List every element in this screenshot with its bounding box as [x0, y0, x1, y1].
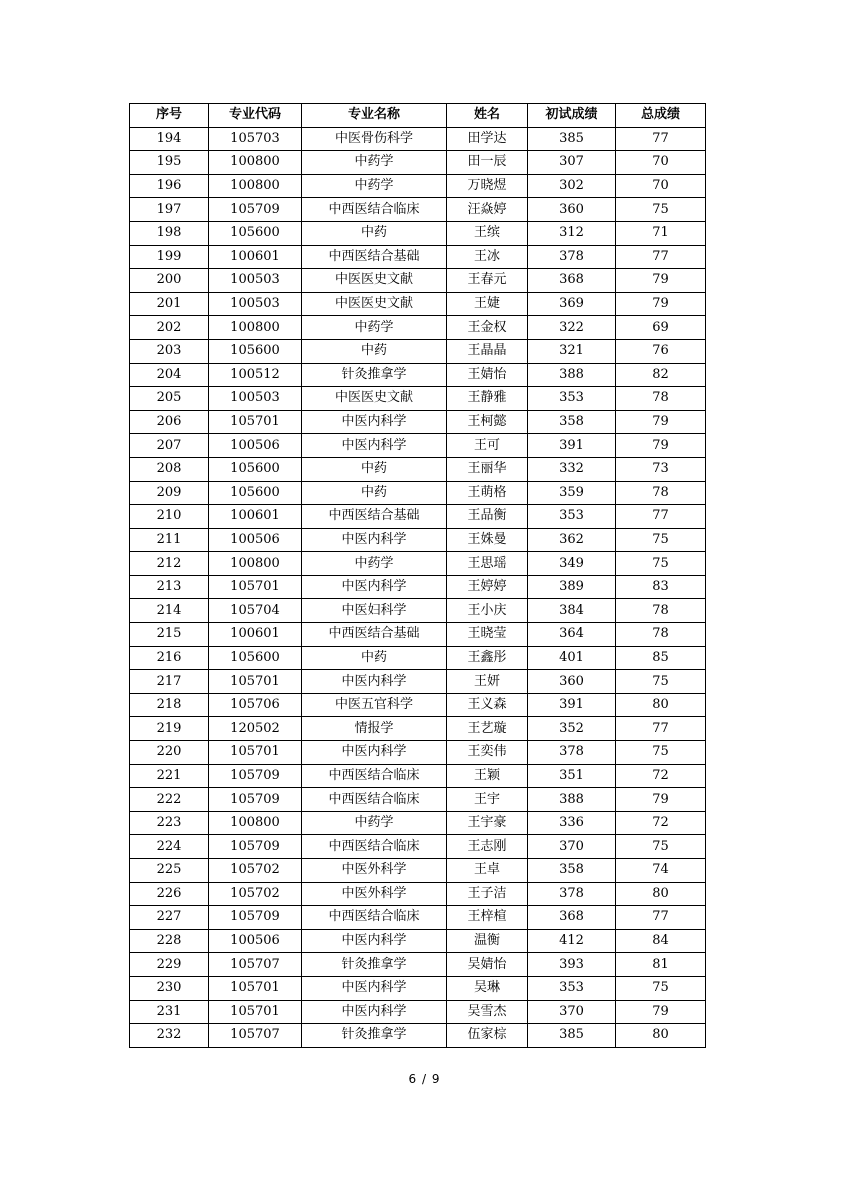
major-code-cell: 105701	[209, 575, 302, 599]
total-score-cell: 74	[616, 859, 706, 883]
preliminary-score-cell: 353	[528, 505, 616, 529]
student-name-cell: 王缤	[447, 221, 528, 245]
total-score-cell: 78	[616, 481, 706, 505]
major-code-cell: 105709	[209, 198, 302, 222]
serial-number-cell: 225	[130, 859, 209, 883]
serial-number-cell: 205	[130, 387, 209, 411]
major-code-cell: 100601	[209, 505, 302, 529]
header-preliminary-score: 初试成绩	[528, 104, 616, 128]
total-score-cell: 78	[616, 599, 706, 623]
major-code-cell: 100512	[209, 363, 302, 387]
table-row	[130, 741, 706, 765]
serial-number-cell: 218	[130, 693, 209, 717]
table-row	[130, 316, 706, 340]
preliminary-score-cell: 302	[528, 174, 616, 198]
serial-number-cell: 228	[130, 929, 209, 953]
table-row	[130, 528, 706, 552]
major-code-cell: 105600	[209, 481, 302, 505]
major-name-cell: 中西医结合临床	[302, 198, 447, 222]
table-row	[130, 670, 706, 694]
table-row	[130, 646, 706, 670]
major-name-cell: 中医内科学	[302, 670, 447, 694]
major-name-cell: 中医内科学	[302, 528, 447, 552]
total-score-cell: 77	[616, 906, 706, 930]
table-row	[130, 127, 706, 151]
student-name-cell: 王萌格	[447, 481, 528, 505]
preliminary-score-cell: 332	[528, 457, 616, 481]
header-major-code: 专业代码	[209, 104, 302, 128]
major-code-cell: 105701	[209, 670, 302, 694]
preliminary-score-cell: 364	[528, 623, 616, 647]
major-code-cell: 100601	[209, 245, 302, 269]
major-code-cell: 105701	[209, 976, 302, 1000]
major-name-cell: 中医外科学	[302, 859, 447, 883]
major-name-cell: 针灸推拿学	[302, 953, 447, 977]
major-code-cell: 105709	[209, 835, 302, 859]
table-row	[130, 174, 706, 198]
student-name-cell: 王品衡	[447, 505, 528, 529]
serial-number-cell: 198	[130, 221, 209, 245]
header-serial-number: 序号	[130, 104, 209, 128]
serial-number-cell: 207	[130, 434, 209, 458]
table-row	[130, 693, 706, 717]
student-name-cell: 王鑫彤	[447, 646, 528, 670]
table-row	[130, 363, 706, 387]
serial-number-cell: 209	[130, 481, 209, 505]
major-name-cell: 中医内科学	[302, 929, 447, 953]
major-code-cell: 105600	[209, 221, 302, 245]
major-name-cell: 中医医史文献	[302, 292, 447, 316]
table-header-row	[130, 104, 706, 128]
table-row	[130, 882, 706, 906]
total-score-cell: 75	[616, 976, 706, 1000]
total-score-cell: 70	[616, 174, 706, 198]
preliminary-score-cell: 393	[528, 953, 616, 977]
serial-number-cell: 230	[130, 976, 209, 1000]
preliminary-score-cell: 359	[528, 481, 616, 505]
total-score-cell: 79	[616, 434, 706, 458]
serial-number-cell: 213	[130, 575, 209, 599]
student-name-cell: 王子洁	[447, 882, 528, 906]
major-code-cell: 100506	[209, 528, 302, 552]
major-code-cell: 105701	[209, 741, 302, 765]
table-row	[130, 245, 706, 269]
major-name-cell: 中西医结合临床	[302, 788, 447, 812]
preliminary-score-cell: 368	[528, 906, 616, 930]
major-name-cell: 中西医结合基础	[302, 245, 447, 269]
major-name-cell: 针灸推拿学	[302, 1024, 447, 1048]
major-name-cell: 中西医结合临床	[302, 906, 447, 930]
preliminary-score-cell: 388	[528, 363, 616, 387]
major-name-cell: 中医内科学	[302, 434, 447, 458]
total-score-cell: 75	[616, 835, 706, 859]
major-code-cell: 105600	[209, 339, 302, 363]
total-score-cell: 79	[616, 788, 706, 812]
table-row	[130, 953, 706, 977]
student-name-cell: 田学达	[447, 127, 528, 151]
serial-number-cell: 211	[130, 528, 209, 552]
major-code-cell: 120502	[209, 717, 302, 741]
preliminary-score-cell: 336	[528, 811, 616, 835]
serial-number-cell: 201	[130, 292, 209, 316]
serial-number-cell: 219	[130, 717, 209, 741]
major-name-cell: 中医内科学	[302, 976, 447, 1000]
student-name-cell: 吴婧怡	[447, 953, 528, 977]
student-name-cell: 王颖	[447, 764, 528, 788]
total-score-cell: 71	[616, 221, 706, 245]
student-name-cell: 万晓煜	[447, 174, 528, 198]
preliminary-score-cell: 385	[528, 1024, 616, 1048]
student-name-cell: 王卓	[447, 859, 528, 883]
major-code-cell: 100503	[209, 292, 302, 316]
preliminary-score-cell: 321	[528, 339, 616, 363]
total-score-cell: 79	[616, 410, 706, 434]
admission-score-table	[129, 103, 706, 1048]
total-score-cell: 83	[616, 575, 706, 599]
total-score-cell: 80	[616, 882, 706, 906]
serial-number-cell: 217	[130, 670, 209, 694]
table-row	[130, 552, 706, 576]
major-name-cell: 中医内科学	[302, 410, 447, 434]
serial-number-cell: 216	[130, 646, 209, 670]
student-name-cell: 王可	[447, 434, 528, 458]
table-body	[130, 127, 706, 1047]
total-score-cell: 72	[616, 764, 706, 788]
serial-number-cell: 215	[130, 623, 209, 647]
major-code-cell: 105701	[209, 410, 302, 434]
major-code-cell: 105709	[209, 788, 302, 812]
serial-number-cell: 195	[130, 151, 209, 175]
serial-number-cell: 221	[130, 764, 209, 788]
major-name-cell: 中西医结合基础	[302, 505, 447, 529]
serial-number-cell: 197	[130, 198, 209, 222]
total-score-cell: 75	[616, 198, 706, 222]
table-row	[130, 906, 706, 930]
total-score-cell: 78	[616, 387, 706, 411]
serial-number-cell: 214	[130, 599, 209, 623]
preliminary-score-cell: 352	[528, 717, 616, 741]
major-code-cell: 100800	[209, 316, 302, 340]
major-code-cell: 105701	[209, 1000, 302, 1024]
major-name-cell: 针灸推拿学	[302, 363, 447, 387]
student-name-cell: 王晶晶	[447, 339, 528, 363]
total-score-cell: 78	[616, 623, 706, 647]
student-name-cell: 王思瑶	[447, 552, 528, 576]
serial-number-cell: 220	[130, 741, 209, 765]
total-score-cell: 79	[616, 269, 706, 293]
preliminary-score-cell: 370	[528, 1000, 616, 1024]
preliminary-score-cell: 384	[528, 599, 616, 623]
preliminary-score-cell: 388	[528, 788, 616, 812]
major-name-cell: 中药	[302, 457, 447, 481]
preliminary-score-cell: 312	[528, 221, 616, 245]
table-row	[130, 198, 706, 222]
total-score-cell: 75	[616, 670, 706, 694]
major-code-cell: 100800	[209, 811, 302, 835]
preliminary-score-cell: 385	[528, 127, 616, 151]
student-name-cell: 汪焱婷	[447, 198, 528, 222]
table-row	[130, 292, 706, 316]
table-row	[130, 151, 706, 175]
student-name-cell: 王金权	[447, 316, 528, 340]
table-row	[130, 457, 706, 481]
student-name-cell: 田一辰	[447, 151, 528, 175]
major-code-cell: 105706	[209, 693, 302, 717]
major-name-cell: 中药学	[302, 552, 447, 576]
student-name-cell: 王奕伟	[447, 741, 528, 765]
total-score-cell: 77	[616, 505, 706, 529]
total-score-cell: 84	[616, 929, 706, 953]
table-row	[130, 929, 706, 953]
total-score-cell: 70	[616, 151, 706, 175]
preliminary-score-cell: 307	[528, 151, 616, 175]
preliminary-score-cell: 358	[528, 410, 616, 434]
student-name-cell: 王柯懿	[447, 410, 528, 434]
table-row	[130, 717, 706, 741]
preliminary-score-cell: 322	[528, 316, 616, 340]
student-name-cell: 温衡	[447, 929, 528, 953]
header-student-name: 姓名	[447, 104, 528, 128]
major-name-cell: 中医内科学	[302, 575, 447, 599]
major-code-cell: 100503	[209, 269, 302, 293]
table-row	[130, 623, 706, 647]
preliminary-score-cell: 401	[528, 646, 616, 670]
table-row	[130, 481, 706, 505]
preliminary-score-cell: 360	[528, 670, 616, 694]
serial-number-cell: 226	[130, 882, 209, 906]
major-name-cell: 中医妇科学	[302, 599, 447, 623]
major-code-cell: 100800	[209, 174, 302, 198]
student-name-cell: 王艺璇	[447, 717, 528, 741]
preliminary-score-cell: 369	[528, 292, 616, 316]
major-code-cell: 105600	[209, 646, 302, 670]
student-name-cell: 王静雅	[447, 387, 528, 411]
student-name-cell: 伍家棕	[447, 1024, 528, 1048]
student-name-cell: 王义森	[447, 693, 528, 717]
preliminary-score-cell: 353	[528, 387, 616, 411]
major-name-cell: 中药学	[302, 174, 447, 198]
major-name-cell: 中医外科学	[302, 882, 447, 906]
total-score-cell: 80	[616, 1024, 706, 1048]
preliminary-score-cell: 389	[528, 575, 616, 599]
major-name-cell: 中医五官科学	[302, 693, 447, 717]
serial-number-cell: 200	[130, 269, 209, 293]
serial-number-cell: 196	[130, 174, 209, 198]
student-name-cell: 王晓莹	[447, 623, 528, 647]
header-major-name: 专业名称	[302, 104, 447, 128]
major-code-cell: 105707	[209, 1024, 302, 1048]
major-code-cell: 100800	[209, 552, 302, 576]
major-name-cell: 中药	[302, 481, 447, 505]
major-code-cell: 105703	[209, 127, 302, 151]
student-name-cell: 吴雪杰	[447, 1000, 528, 1024]
student-name-cell: 王冰	[447, 245, 528, 269]
major-name-cell: 中西医结合临床	[302, 835, 447, 859]
major-name-cell: 中医医史文献	[302, 269, 447, 293]
page-number: 6 / 9	[408, 1072, 441, 1086]
table-row	[130, 1024, 706, 1048]
serial-number-cell: 231	[130, 1000, 209, 1024]
serial-number-cell: 224	[130, 835, 209, 859]
total-score-cell: 80	[616, 693, 706, 717]
major-name-cell: 中医医史文献	[302, 387, 447, 411]
total-score-cell: 73	[616, 457, 706, 481]
total-score-cell: 77	[616, 717, 706, 741]
preliminary-score-cell: 351	[528, 764, 616, 788]
total-score-cell: 75	[616, 741, 706, 765]
serial-number-cell: 232	[130, 1024, 209, 1048]
serial-number-cell: 212	[130, 552, 209, 576]
student-name-cell: 王婷婷	[447, 575, 528, 599]
total-score-cell: 77	[616, 245, 706, 269]
student-name-cell: 王小庆	[447, 599, 528, 623]
serial-number-cell: 210	[130, 505, 209, 529]
serial-number-cell: 202	[130, 316, 209, 340]
total-score-cell: 69	[616, 316, 706, 340]
total-score-cell: 81	[616, 953, 706, 977]
preliminary-score-cell: 353	[528, 976, 616, 1000]
table-row	[130, 859, 706, 883]
student-name-cell: 吴琳	[447, 976, 528, 1000]
serial-number-cell: 206	[130, 410, 209, 434]
major-code-cell: 105704	[209, 599, 302, 623]
serial-number-cell: 229	[130, 953, 209, 977]
preliminary-score-cell: 362	[528, 528, 616, 552]
major-code-cell: 105702	[209, 859, 302, 883]
major-code-cell: 105600	[209, 457, 302, 481]
serial-number-cell: 208	[130, 457, 209, 481]
major-name-cell: 中西医结合临床	[302, 764, 447, 788]
student-name-cell: 王宇豪	[447, 811, 528, 835]
major-name-cell: 中药	[302, 646, 447, 670]
preliminary-score-cell: 378	[528, 882, 616, 906]
serial-number-cell: 223	[130, 811, 209, 835]
header-total-score: 总成绩	[616, 104, 706, 128]
table-row	[130, 811, 706, 835]
table-row	[130, 835, 706, 859]
major-name-cell: 中医骨伤科学	[302, 127, 447, 151]
preliminary-score-cell: 378	[528, 741, 616, 765]
major-code-cell: 105707	[209, 953, 302, 977]
table-row	[130, 788, 706, 812]
major-name-cell: 中医内科学	[302, 741, 447, 765]
total-score-cell: 72	[616, 811, 706, 835]
preliminary-score-cell: 412	[528, 929, 616, 953]
student-name-cell: 王姝曼	[447, 528, 528, 552]
total-score-cell: 76	[616, 339, 706, 363]
major-name-cell: 中药学	[302, 316, 447, 340]
serial-number-cell: 227	[130, 906, 209, 930]
preliminary-score-cell: 368	[528, 269, 616, 293]
table-row	[130, 221, 706, 245]
total-score-cell: 75	[616, 552, 706, 576]
table-row	[130, 575, 706, 599]
table-row	[130, 387, 706, 411]
total-score-cell: 79	[616, 292, 706, 316]
table-row	[130, 764, 706, 788]
serial-number-cell: 199	[130, 245, 209, 269]
major-code-cell: 105709	[209, 906, 302, 930]
major-name-cell: 中药	[302, 221, 447, 245]
preliminary-score-cell: 358	[528, 859, 616, 883]
major-name-cell: 情报学	[302, 717, 447, 741]
student-name-cell: 王婕	[447, 292, 528, 316]
total-score-cell: 85	[616, 646, 706, 670]
major-name-cell: 中药	[302, 339, 447, 363]
major-name-cell: 中医内科学	[302, 1000, 447, 1024]
major-code-cell: 100506	[209, 434, 302, 458]
student-name-cell: 王梓楦	[447, 906, 528, 930]
student-name-cell: 王婧怡	[447, 363, 528, 387]
table-row	[130, 434, 706, 458]
table-row	[130, 269, 706, 293]
major-name-cell: 中药学	[302, 151, 447, 175]
preliminary-score-cell: 391	[528, 434, 616, 458]
student-name-cell: 王宇	[447, 788, 528, 812]
table-row	[130, 505, 706, 529]
total-score-cell: 77	[616, 127, 706, 151]
student-name-cell: 王春元	[447, 269, 528, 293]
table-row	[130, 599, 706, 623]
table-row	[130, 976, 706, 1000]
major-code-cell: 100506	[209, 929, 302, 953]
student-name-cell: 王志刚	[447, 835, 528, 859]
preliminary-score-cell: 378	[528, 245, 616, 269]
student-name-cell: 王丽华	[447, 457, 528, 481]
total-score-cell: 82	[616, 363, 706, 387]
total-score-cell: 79	[616, 1000, 706, 1024]
student-name-cell: 王妍	[447, 670, 528, 694]
major-code-cell: 100503	[209, 387, 302, 411]
preliminary-score-cell: 360	[528, 198, 616, 222]
serial-number-cell: 204	[130, 363, 209, 387]
preliminary-score-cell: 391	[528, 693, 616, 717]
major-code-cell: 105702	[209, 882, 302, 906]
serial-number-cell: 222	[130, 788, 209, 812]
total-score-cell: 75	[616, 528, 706, 552]
preliminary-score-cell: 349	[528, 552, 616, 576]
major-name-cell: 中西医结合基础	[302, 623, 447, 647]
preliminary-score-cell: 370	[528, 835, 616, 859]
major-name-cell: 中药学	[302, 811, 447, 835]
major-code-cell: 100601	[209, 623, 302, 647]
serial-number-cell: 203	[130, 339, 209, 363]
major-code-cell: 105709	[209, 764, 302, 788]
table-row	[130, 1000, 706, 1024]
major-code-cell: 100800	[209, 151, 302, 175]
table-row	[130, 410, 706, 434]
serial-number-cell: 194	[130, 127, 209, 151]
table-row	[130, 339, 706, 363]
